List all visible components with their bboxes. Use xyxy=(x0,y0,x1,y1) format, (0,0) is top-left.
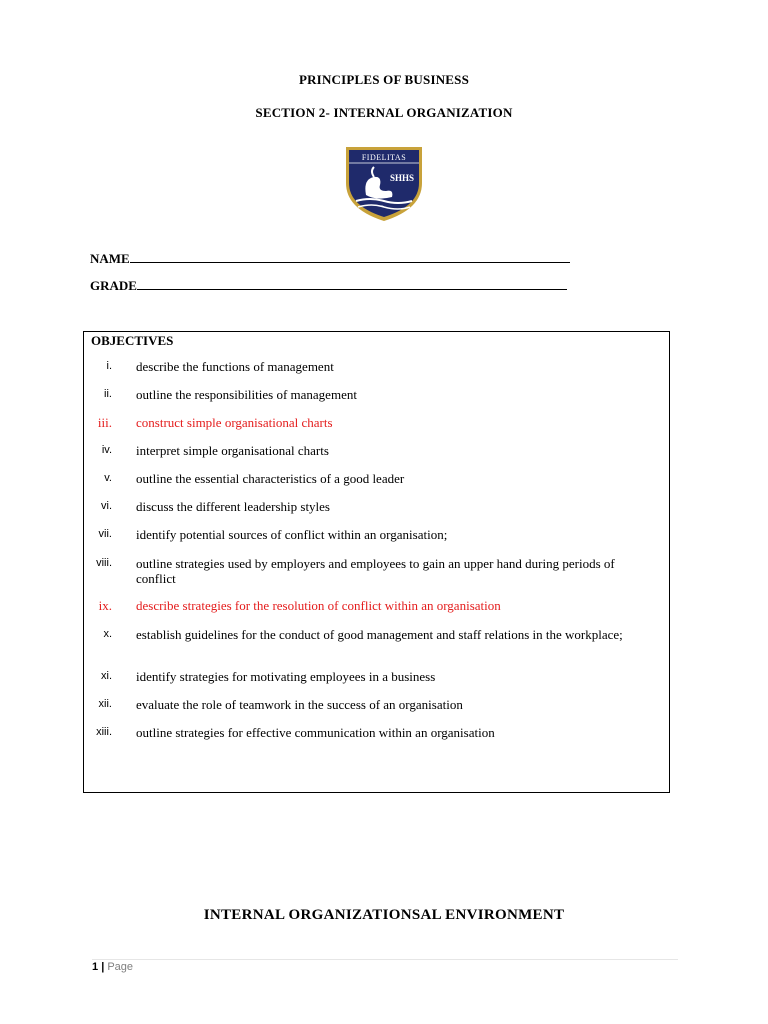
objective-number: iv. xyxy=(101,444,112,456)
objectives-box xyxy=(83,331,670,793)
svg-text:FIDELITAS: FIDELITAS xyxy=(361,153,407,162)
objective-text: outline the essential characteristics of a good leader xyxy=(136,471,405,486)
section-heading: INTERNAL ORGANIZATIONSAL ENVIRONMENT xyxy=(203,907,565,923)
footer-separator: | xyxy=(101,961,105,973)
page-label: Page xyxy=(107,961,134,973)
objective-number: xi. xyxy=(101,670,112,682)
objective-text: outline strategies used by employers and employees to gain an upper hand during periods of conflict xyxy=(136,556,615,586)
objective-text: construct simple organisational charts xyxy=(136,415,333,430)
objective-text: discuss the different leadership styles xyxy=(136,499,330,514)
objective-number: ii. xyxy=(104,388,112,400)
objective-text: describe strategies for the resolution of conflict within an organisation xyxy=(136,598,501,613)
section-title: SECTION 2- INTERNAL ORGANIZATION xyxy=(255,105,513,120)
objective-text: describe the functions of management xyxy=(136,359,334,374)
objective-number: xii. xyxy=(98,698,112,710)
objective-number: vi. xyxy=(101,500,112,512)
grade-label: GRADE xyxy=(90,278,137,293)
objective-text: establish guidelines for the conduct of good management and staff relations in the workplace; xyxy=(136,627,623,642)
objective-text: identify strategies for motivating employees in a business xyxy=(136,669,436,684)
objective-number: xiii. xyxy=(96,726,112,738)
objective-number: v. xyxy=(104,472,112,484)
objective-text: interpret simple organisational charts xyxy=(136,443,329,458)
svg-text:SHHS: SHHS xyxy=(389,173,415,183)
objective-number: viii. xyxy=(96,557,112,569)
objective-number: iii. xyxy=(97,415,112,430)
objective-number: vii. xyxy=(98,528,112,540)
grade-field[interactable] xyxy=(90,278,567,294)
objective-text: outline strategies for effective communication within an organisation xyxy=(136,725,495,740)
objective-text: outline the responsibilities of management xyxy=(136,387,357,402)
objectives-heading: OBJECTIVES xyxy=(91,333,174,348)
objective-number: x. xyxy=(103,628,112,640)
objective-text: evaluate the role of teamwork in the success of an organisation xyxy=(136,697,463,712)
school-crest-logo xyxy=(336,143,432,223)
objective-text: identify potential sources of conflict within an organisation; xyxy=(136,527,448,542)
name-label: NAME xyxy=(90,251,130,266)
document-title: PRINCIPLES OF BUSINESS xyxy=(298,72,470,87)
objective-number: ix. xyxy=(98,598,112,613)
name-field[interactable] xyxy=(90,251,570,267)
objective-number: i. xyxy=(106,360,112,372)
name-input-line[interactable] xyxy=(130,252,570,263)
page-number: 1 xyxy=(92,961,99,973)
grade-input-line[interactable] xyxy=(137,279,567,290)
page-footer xyxy=(92,959,678,973)
